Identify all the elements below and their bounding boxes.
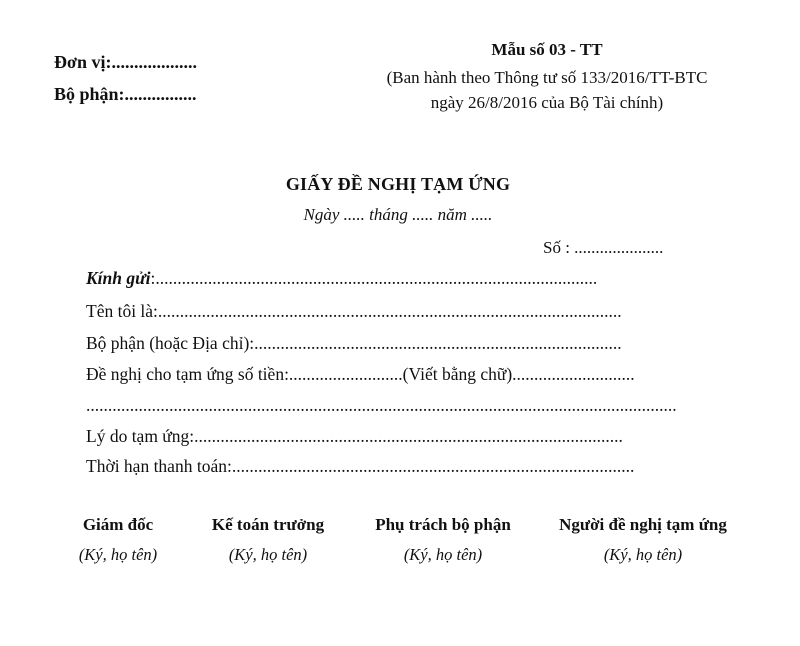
signature-hint: (Ký, họ tên) xyxy=(403,545,483,564)
document-number: Số : ..................... xyxy=(543,238,664,257)
issued-note-line1: (Ban hành theo Thông tư số 133/2016/TT-BTC xyxy=(386,68,708,87)
signature-role: Giám đốc xyxy=(82,515,154,534)
amount-line: Đề nghị cho tạm ứng số tiền:..........................(Viết bằng chữ)............................ xyxy=(86,364,635,384)
reason-line: Lý do tạm ứng:.................................................................................................. xyxy=(86,426,623,446)
recipient-dots: :..................................................................................................... xyxy=(150,268,598,288)
form-number: Mẫu số 03 - TT xyxy=(491,40,603,59)
signature-hint: (Ký, họ tên) xyxy=(78,545,158,564)
signature-director xyxy=(48,515,188,565)
deadline-line: Thời hạn thanh toán:............................................................................................ xyxy=(86,456,635,476)
signature-role: Người đề nghị tạm ứng xyxy=(559,515,727,534)
unit-field: Đơn vị:................... xyxy=(54,52,197,72)
signature-requester xyxy=(540,515,746,565)
department-address-line: Bộ phận (hoặc Địa chỉ):.................................................................................... xyxy=(86,333,622,353)
signature-role: Kế toán trưởng xyxy=(211,515,325,534)
signature-hint: (Ký, họ tên) xyxy=(603,545,683,564)
name-line: Tên tôi là:.......................................................................................................... xyxy=(86,301,622,321)
signature-chief-accountant xyxy=(188,515,348,565)
date-line: Ngày ..... tháng ..... năm ..... xyxy=(303,205,493,224)
signature-role: Phụ trách bộ phận xyxy=(375,515,511,534)
issued-note-line2: ngày 26/8/2016 của Bộ Tài chính) xyxy=(430,93,664,112)
amount-continuation-line: ....................................................................................................................................... xyxy=(86,395,677,415)
signature-department-head xyxy=(358,515,528,565)
department-field: Bộ phận:................ xyxy=(54,84,197,104)
recipient-label: Kính gửi xyxy=(86,268,151,288)
document-title: GIẤY ĐỀ NGHỊ TẠM ỨNG xyxy=(285,174,511,194)
recipient-line xyxy=(86,268,597,289)
signature-hint: (Ký, họ tên) xyxy=(228,545,308,564)
